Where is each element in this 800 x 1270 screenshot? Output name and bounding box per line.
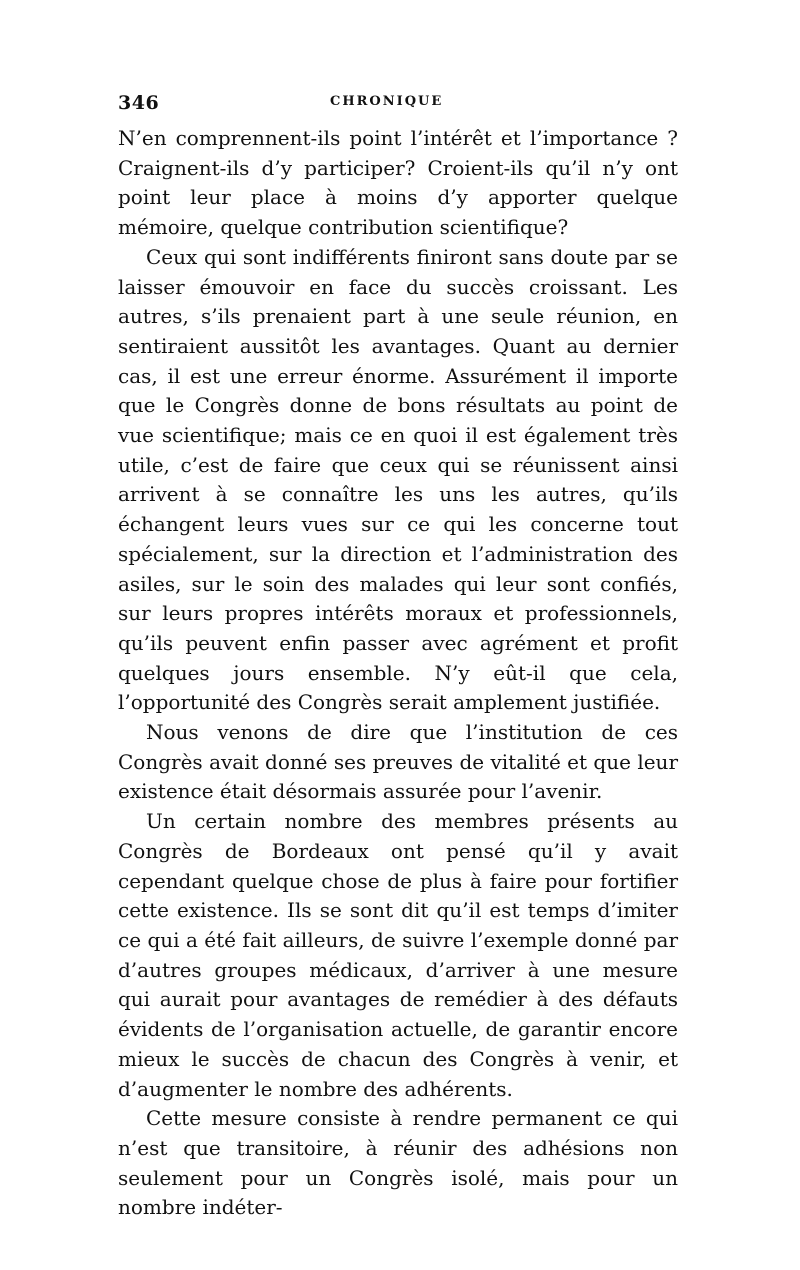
- page-header: [118, 92, 678, 116]
- paragraph-1: N’en comprennent-ils point l’intérêt et l’importance ? Craignent-ils d’y participer? Croient-ils qu’il n’y ont point leur place à moins d’y apporter quelque mémoire, quelque contribution scientifique?: [118, 126, 678, 240]
- paragraph-2: Ceux qui sont indifférents finiront sans doute par se laisser émouvoir en face du succès croissant. Les autres, s’ils prenaient part à une seule réunion, en sentiraient aussitôt les avantages. Quant au dernier cas, il est une erreur énorme. Assurément il importe que le Congrès donne de bons résultats au point de vue scientifique; mais ce en quoi il est également très utile, c’est de faire que ceux qui se réunissent ainsi arrivent à se connaître les uns les autres, qu’ils échangent leurs vues sur ce qui les concerne tout spécialement, sur la direction et l’administration des asiles, sur le soin des malades qui leur sont confiés, sur leurs propres intérêts moraux et professionnels, qu’ils peuvent enfin passer avec agrément et profit quelques jours ensemble. N’y eût-il que cela, l’opportunité des Congrès serait amplement justifiée.: [118, 244, 678, 715]
- paragraph-3: Nous venons de dire que l’institution de ces Congrès avait donné ses preuves de vitalité et que leur existence était désormais assurée pour l’avenir.: [118, 720, 678, 804]
- body-text: [118, 124, 678, 1223]
- running-head: CHRONIQUE: [330, 94, 444, 109]
- page-number: 346: [118, 92, 160, 114]
- paragraph-4: Un certain nombre des membres présents au Congrès de Bordeaux ont pensé qu’il y avait cependant quelque chose de plus à faire pour fortifier cette existence. Ils se sont dit qu’il est temps d’imiter ce qui a été fait ailleurs, de suivre l’exemple donné par d’autres groupes médicaux, d’arriver à une mesure qui aurait pour avantages de remédier à des défauts évidents de l’organisation actuelle, de garantir encore mieux le succès de chacun des Congrès à venir, et d’augmenter le nombre des adhérents.: [118, 809, 678, 1101]
- paragraph-5: Cette mesure consiste à rendre permanent ce qui n’est que transitoire, à réunir des adhésions non seulement pour un Congrès isolé, mais pour un nombre indéter-: [118, 1106, 678, 1220]
